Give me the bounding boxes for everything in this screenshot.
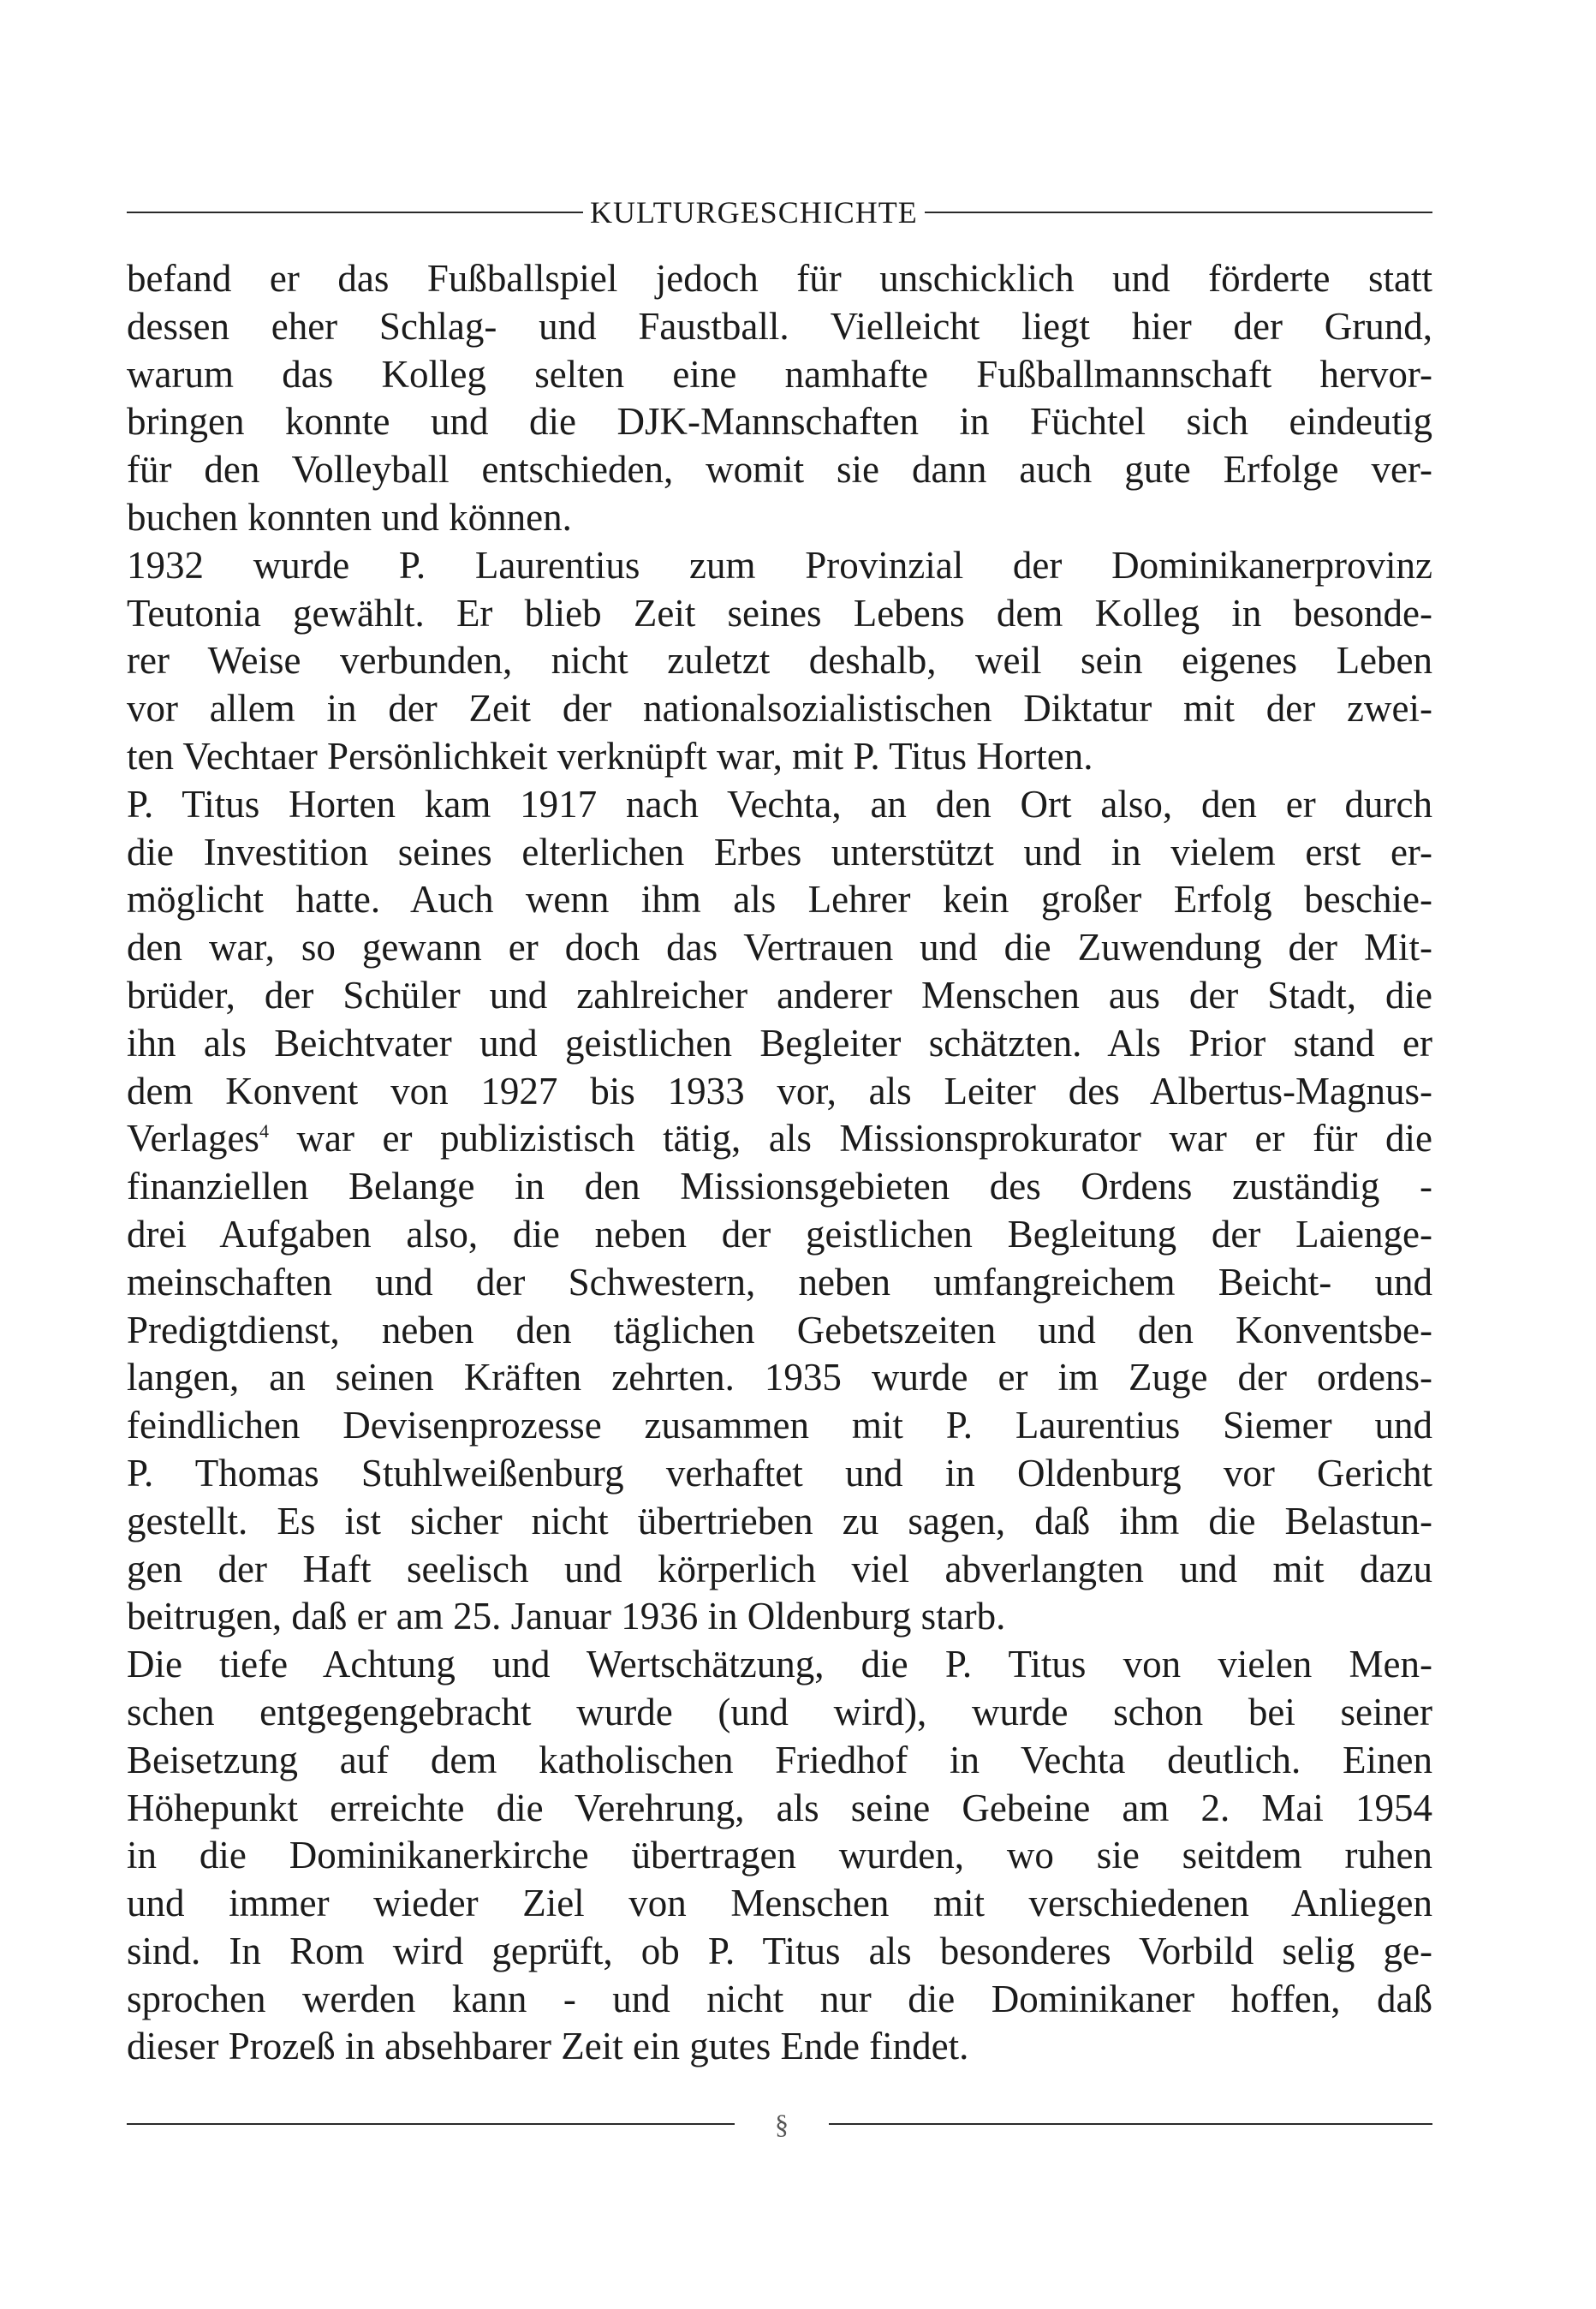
text-line: drei Aufgaben also, die neben der geistlichen Begleitung der Laienge- [127,1212,1432,1256]
text-line: ten Vechtaer Persönlichkeit verknüpft war, mit P. Titus Horten. [127,734,1093,778]
page-footer [127,2103,1432,2145]
text-line: den war, so gewann er doch das Vertrauen und die Zuwendung der Mit- [127,926,1432,970]
text-line: Predigtdienst, neben den täglichen Gebetszeiten und den Konventsbe- [127,1308,1432,1351]
text-line: schen entgegengebracht wurde (und wird), wurde schon bei seiner [127,1690,1432,1733]
header-rule-left [127,212,583,213]
text-line: Höhepunkt erreichte die Verehrung, als seine Gebeine am 2. Mai 1954 [127,1786,1432,1829]
footer-rule-right [829,2123,1432,2125]
text-line: für den Volleyball entschieden, womit sie dann auch gute Erfolge ver- [127,448,1432,492]
text-line: Beisetzung auf dem katholischen Friedhof in Vechta deutlich. Einen [127,1738,1432,1781]
text-line: Teutonia gewählt. Er blieb Zeit seines Lebens dem Kolleg in besonde- [127,591,1432,635]
header-title: KULTURGESCHICHTE [590,195,918,230]
text-line: sind. In Rom wird geprüft, ob P. Titus als besonderes Vorbild selig ge- [127,1929,1432,1972]
text-line: die Investition seines elterlichen Erbes unterstützt und in vielem erst er- [127,830,1432,874]
text-line: bringen konnte und die DJK-Mannschaften in Füchtel sich eindeutig [127,400,1432,444]
text-line: beitrugen, daß er am 25. Januar 1936 in Oldenburg starb. [127,1595,1006,1638]
text-line: P. Titus Horten kam 1917 nach Vechta, an den Ort also, den er durch [127,782,1432,826]
text-line: langen, an seinen Kräften zehrten. 1935 wurde er im Zuge der ordens- [127,1356,1432,1399]
text-line: gestellt. Es ist sicher nicht übertrieben zu sagen, daß ihm die Belastun- [127,1499,1432,1542]
footnote-reference: 4 [259,1120,269,1143]
footnote-line-end: war er publizistisch tätig, als Missionsprokurator war er für die [268,1117,1432,1160]
text-line: gen der Haft seelisch und körperlich viel abverlangten und mit dazu [127,1547,1432,1590]
text-line: sprochen werden kann - und nicht nur die Dominikaner hoffen, daß [127,1977,1432,2020]
text-line-with-footnote [127,1115,1432,1163]
text-line: feindlichen Devisenprozesse zusammen mit P. Laurentius Siemer und [127,1404,1432,1447]
text-line: vor allem in der Zeit der nationalsozialistischen Diktatur mit der zwei- [127,687,1432,731]
text-line: dessen eher Schlag- und Faustball. Vielleicht liegt hier der Grund, [127,304,1432,348]
text-line: rer Weise verbunden, nicht zuletzt deshalb, weil sein eigenes Leben [127,639,1432,683]
footnote-line-start: Verlages [127,1117,259,1160]
text-line: 1932 wurde P. Laurentius zum Provinzial der Dominikanerprovinz [127,543,1432,587]
text-line: dieser Prozeß in absehbarer Zeit ein gutes Ende findet. [127,2025,969,2068]
page-number: § [775,2109,789,2139]
text-line: warum das Kolleg selten eine namhafte Fußballmannschaft hervor- [127,352,1432,396]
text-line: dem Konvent von 1927 bis 1933 vor, als Leiter des Albertus-Magnus- [127,1069,1432,1113]
text-line: P. Thomas Stuhlweißenburg verhaftet und in Oldenburg vor Gericht [127,1451,1432,1495]
text-line: möglicht hatte. Auch wenn ihm als Lehrer kein großer Erfolg beschie- [127,878,1432,922]
body-text [127,255,1432,2071]
header-rule-right [925,212,1432,213]
text-line: ihn als Beichtvater und geistlichen Begleiter schätzten. Als Prior stand er [127,1021,1432,1065]
text-line: finanziellen Belange in den Missionsgebieten des Ordens zuständig - [127,1165,1432,1208]
text-line: meinschaften und der Schwestern, neben umfangreichem Beicht- und [127,1260,1432,1304]
text-line: und immer wieder Ziel von Menschen mit verschiedenen Anliegen [127,1882,1432,1925]
text-line: Die tiefe Achtung und Wertschätzung, die P. Titus von vielen Men- [127,1643,1432,1686]
footer-rule-left [127,2123,735,2125]
text-line: in die Dominikanerkirche übertragen wurden, wo sie seitdem ruhen [127,1834,1432,1877]
text-line: buchen konnten und können. [127,495,572,539]
text-line: brüder, der Schüler und zahlreicher anderer Menschen aus der Stadt, die [127,973,1432,1017]
running-header [127,190,1432,235]
text-line: befand er das Fußballspiel jedoch für unschicklich und förderte statt [127,257,1432,300]
